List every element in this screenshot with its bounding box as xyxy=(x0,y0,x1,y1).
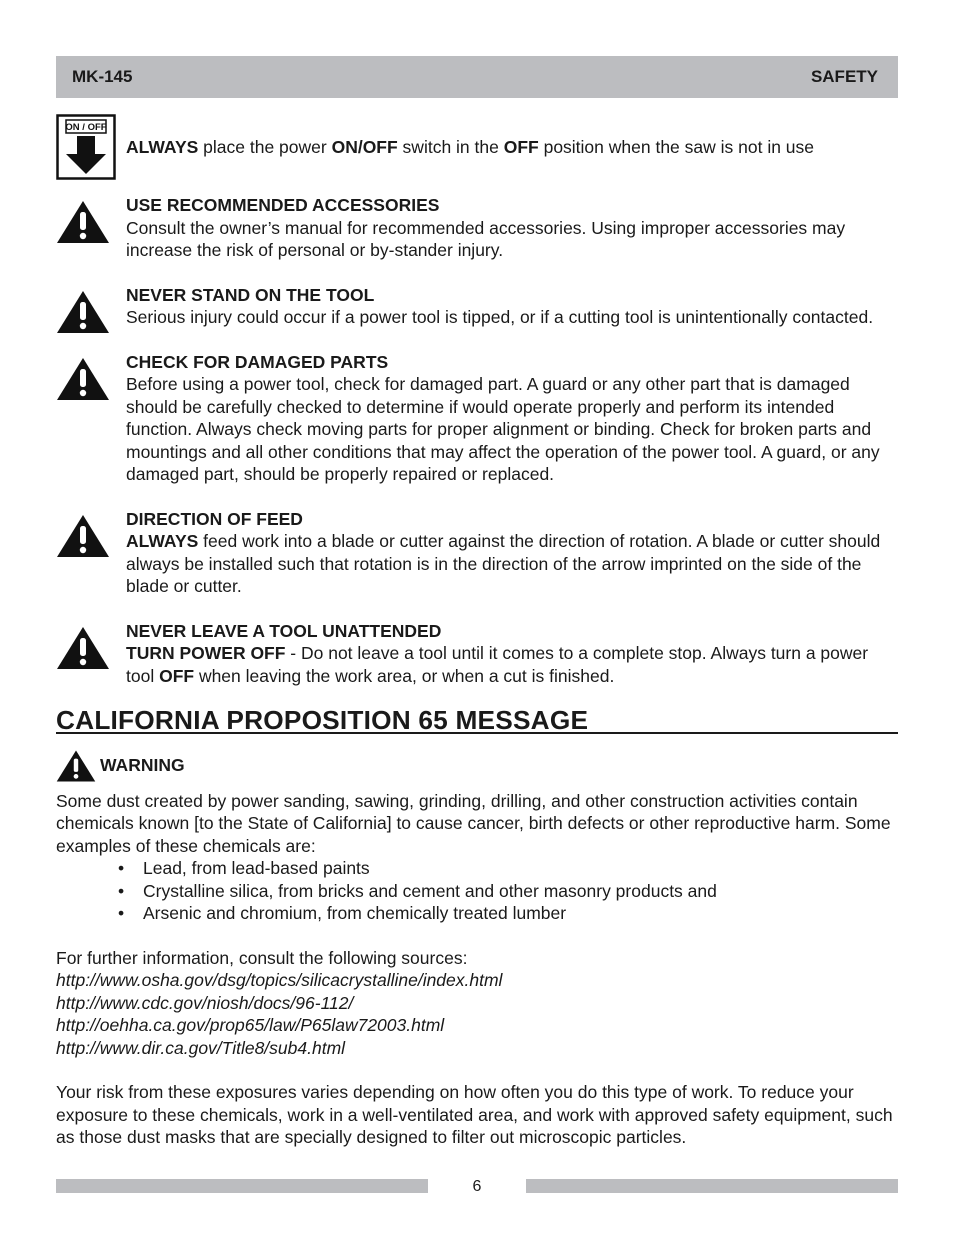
item-title: NEVER LEAVE A TOOL UNATTENDED xyxy=(126,620,442,641)
prop65-warning xyxy=(56,748,898,784)
safety-item-unattended xyxy=(56,620,898,688)
section-title: SAFETY xyxy=(810,67,878,86)
warning-triangle-icon xyxy=(56,357,110,401)
item-text: TURN POWER OFF - Do not leave a tool until it comes to a complete stop. Always turn a power tool OFF when leaving the work area, or when a cut is finished. xyxy=(126,643,869,686)
list-item: • Lead, from lead-based paints xyxy=(118,857,898,880)
safety-item-damaged-parts xyxy=(56,351,898,486)
onoff-text: ALWAYS place the power ON/OFF switch in the OFF position when the saw is not in use xyxy=(126,136,815,157)
warning-triangle-icon xyxy=(56,290,110,334)
item-title: NEVER STAND ON THE TOOL xyxy=(126,284,375,305)
item-text: ALWAYS feed work into a blade or cutter against the direction of rotation. A blade or cutter should always be installed such that rotation is in the direction of the arrow imprinted on the side of the blade or cutter. xyxy=(126,531,881,596)
item-text: Consult the owner’s manual for recommended accessories. Using improper accessories may increase the risk of personal or by-stander injury. xyxy=(126,217,846,260)
chemicals-list xyxy=(56,857,898,925)
onoff-instruction xyxy=(56,114,898,180)
footer-bar-left xyxy=(56,1179,428,1193)
warning-triangle-icon xyxy=(56,749,96,783)
safety-item-stand xyxy=(56,284,898,329)
prop65-intro: Some dust created by power sanding, sawing, grinding, drilling, and other construction activities contain chemicals known [to the State of California] to cause cancer, birth defects or other reproductive harm. Some examples of these chemicals are: xyxy=(56,790,891,856)
item-title: DIRECTION OF FEED xyxy=(126,508,303,529)
prop65-heading: CALIFORNIA PROPOSITION 65 MESSAGE xyxy=(56,709,898,734)
warning-label: WARNING xyxy=(100,755,185,776)
warning-triangle-icon xyxy=(56,514,110,558)
source-link[interactable]: http://www.osha.gov/dsg/topics/silicacrystalline/index.html xyxy=(56,970,503,990)
prop65-closing: Your risk from these exposures varies depending on how often you do this type of work. To reduce your exposure to these chemicals, work in a well-ventilated area, and work with approved safety equipment, such as those dust masks that are specially designed to filter out microscopic particles. xyxy=(56,1082,893,1147)
page-header xyxy=(56,56,898,98)
safety-item-direction-of-feed xyxy=(56,508,898,598)
item-title: USE RECOMMENDED ACCESSORIES xyxy=(126,195,440,215)
power-switch-off-icon xyxy=(56,114,116,180)
list-item: • Crystalline silica, from bricks and cement and other masonry products and xyxy=(118,880,898,903)
safety-item-accessories xyxy=(56,194,898,262)
warning-triangle-icon xyxy=(56,200,110,244)
list-item: • Arsenic and chromium, from chemically treated lumber xyxy=(118,902,898,925)
warning-triangle-icon xyxy=(56,626,110,670)
page-number: 6 xyxy=(472,1178,482,1195)
footer-bar-right xyxy=(526,1179,898,1193)
sources-intro: For further information, consult the following sources: xyxy=(56,947,468,968)
source-link[interactable]: http://www.cdc.gov/niosh/docs/96-112/ xyxy=(56,992,354,1013)
page-content xyxy=(56,114,898,1149)
svg-text:ON / OFF: ON / OFF xyxy=(65,122,107,133)
item-text: Before using a power tool, check for damaged part. A guard or any other part that is damaged should be carefully checked to determine if would operate properly and perform its intended function. Always check moving parts for proper alignment or binding. Check for broken parts and mountings and all other conditions that may affect the operation of the power tool. A guard, or any damaged part, should be properly repaired or replaced. xyxy=(126,374,880,484)
item-title: CHECK FOR DAMAGED PARTS xyxy=(126,351,389,372)
item-text: Serious injury could occur if a power tool is tipped, or if a cutting tool is unintentionally contacted. xyxy=(126,307,874,327)
source-link[interactable]: http://oehha.ca.gov/prop65/law/P65law72003.html xyxy=(56,1015,445,1035)
source-link[interactable]: http://www.dir.ca.gov/Title8/sub4.html xyxy=(56,1037,346,1058)
model-number: MK-145 xyxy=(72,67,133,86)
